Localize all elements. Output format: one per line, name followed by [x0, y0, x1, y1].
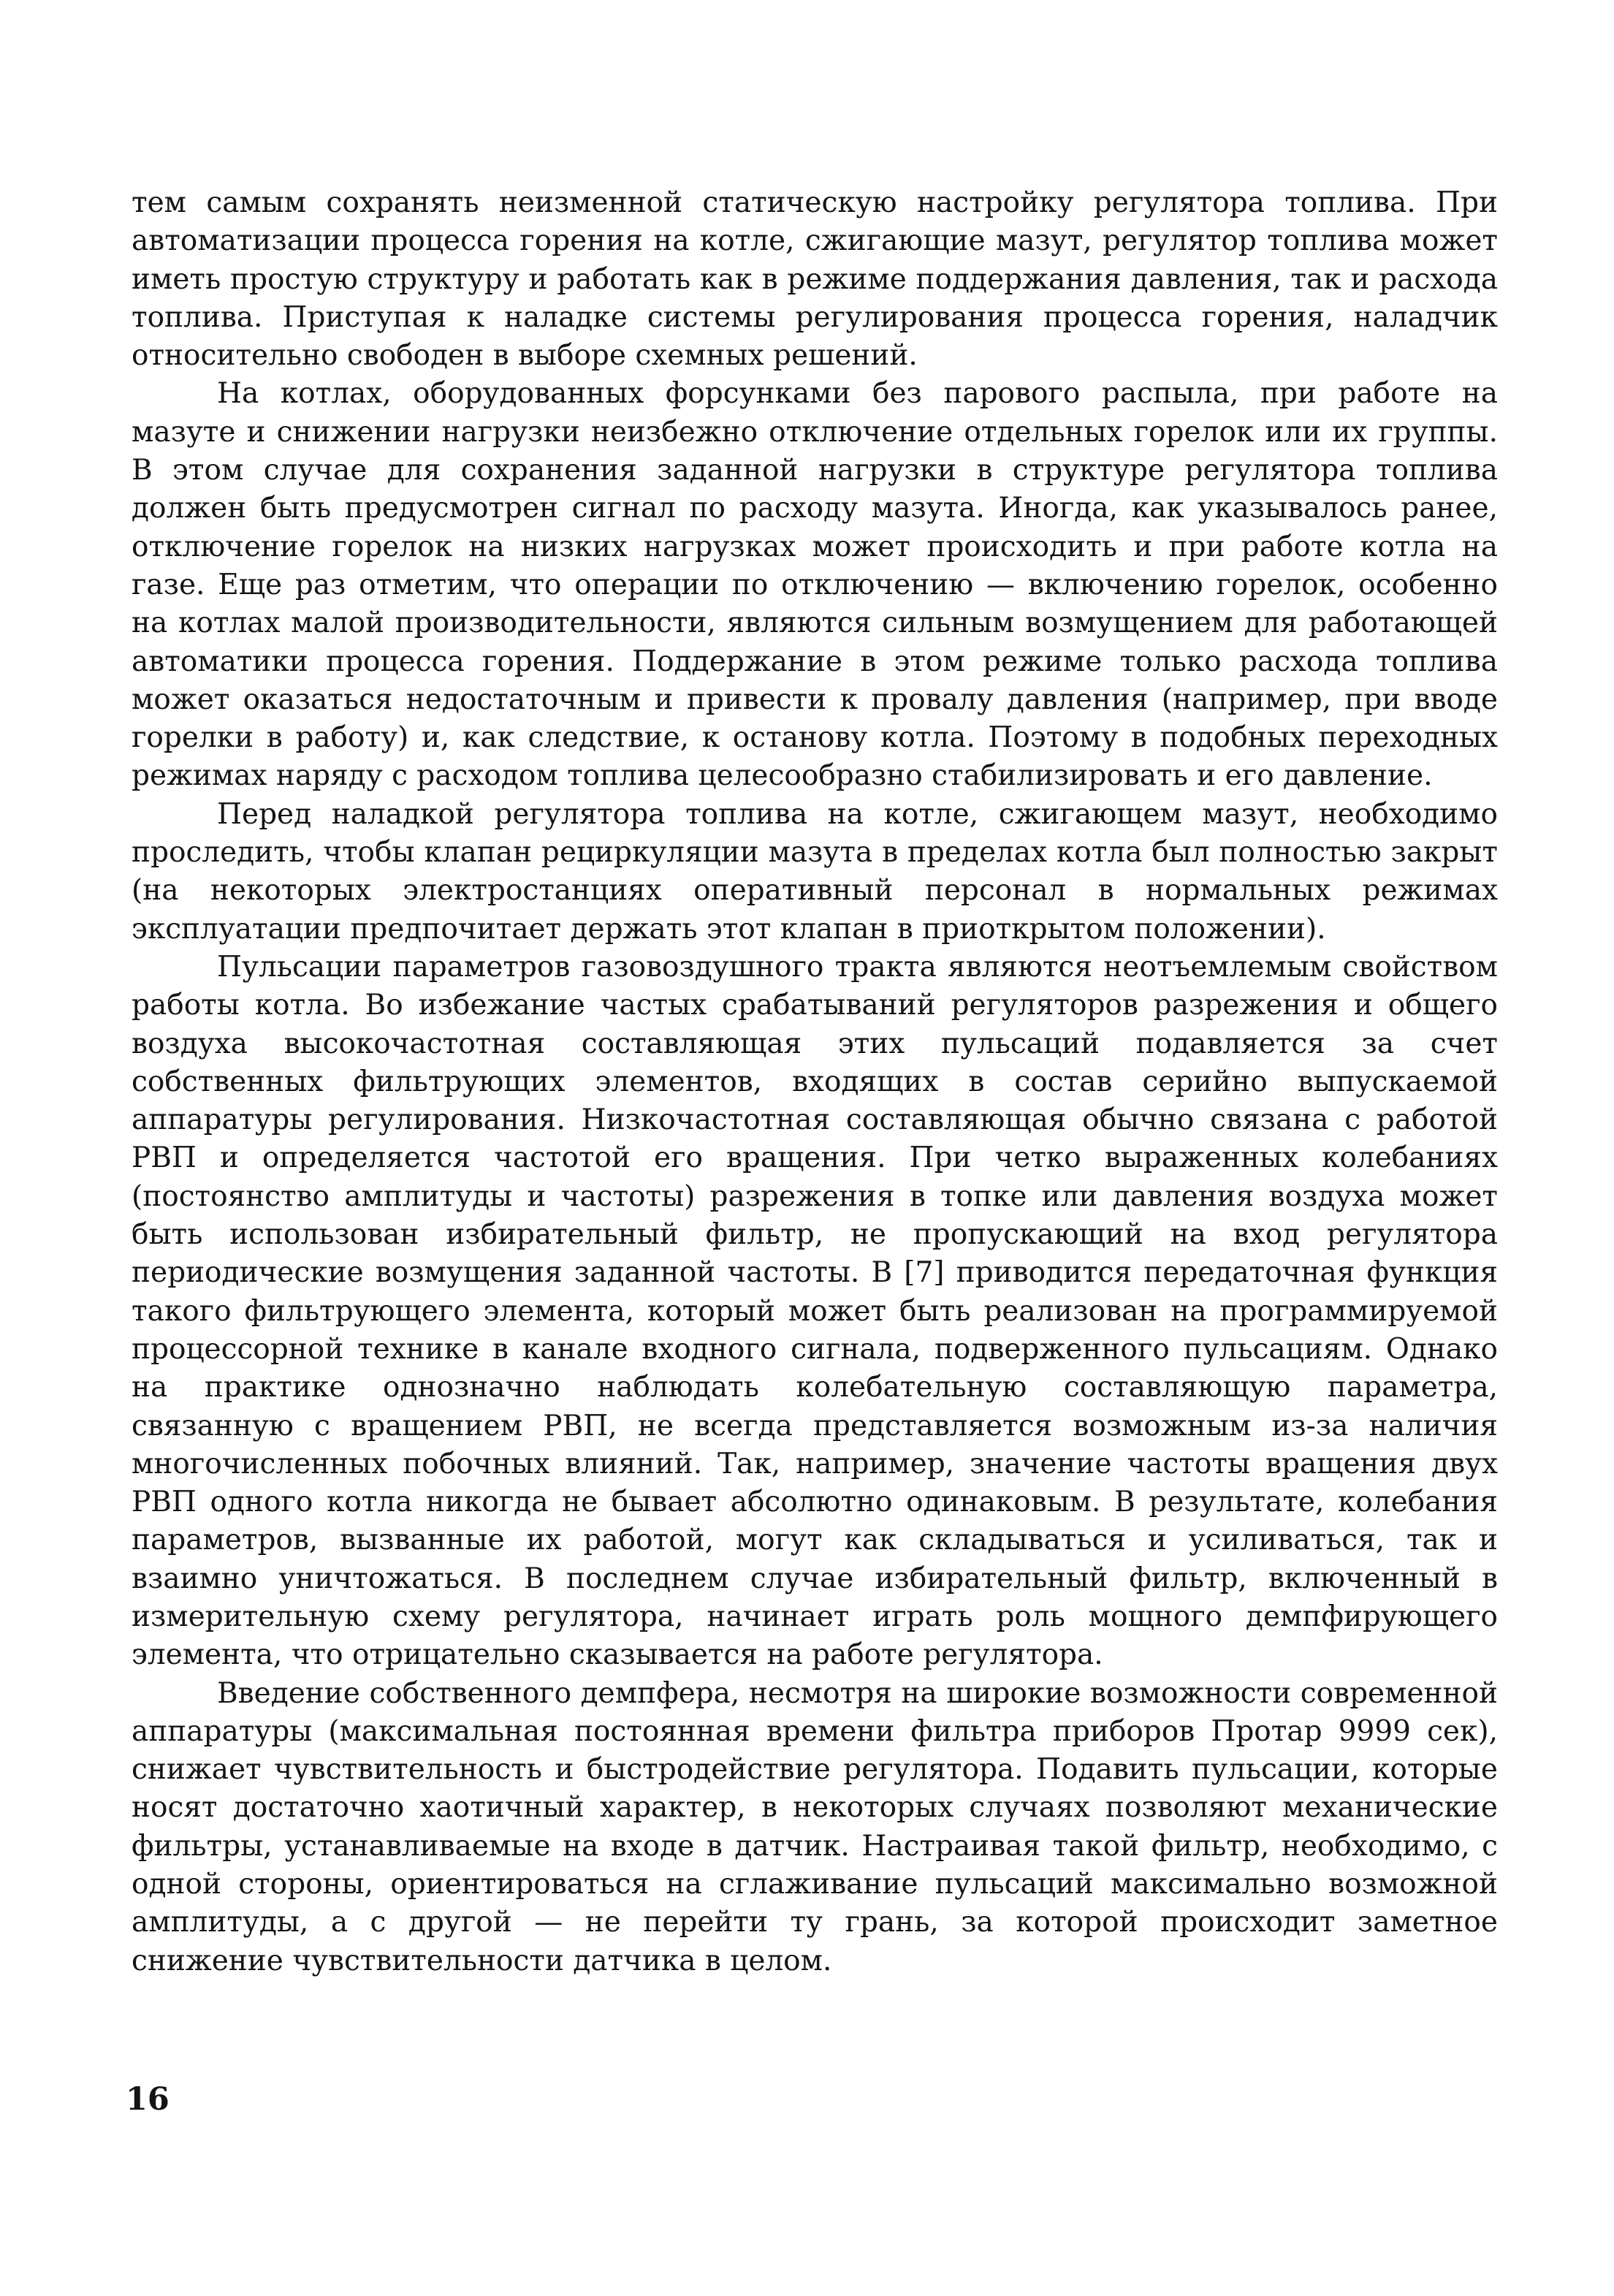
- body-text: [132, 184, 1498, 1980]
- paragraph-2: На котлах, оборудованных форсунками без парового распыла, при работе на мазуте и снижении нагрузки неизбежно отключение отдельных горелок или их группы. В этом случае для сохранения заданной нагрузки в структуре регулятора топлива должен быть предусмотрен сигнал по расходу мазута. Иногда, как указывалось ранее, отключение горелок на низких нагрузках может происходить и при работе котла на газе. Еще раз отметим, что операции по отключению — включению горелок, особенно на котлах малой производительности, являются сильным возмущением для работающей автоматики процесса горения. Поддержание в этом режиме только расхода топлива может оказаться недостаточным и привести к провалу давления (например, при вводе горелки в работу) и, как следствие, к останову котла. Поэтому в подобных переходных режимах наряду с расходом топлива целесообразно стабилизировать и его давление.: [132, 377, 1498, 793]
- page-number: 16: [126, 2081, 170, 2118]
- paragraph-5: Введение собственного демпфера, несмотря на широкие возможности современной аппаратуры (максимальная постоянная времени фильтра приборов Протар 9999 сек), снижает чувствительность и быстродействие регулятора. Подавить пульсации, которые носят достаточно хаотичный характер, в некоторых случаях позволяют механические фильтры, устанавливаемые на входе в датчик. Настраивая такой фильтр, необходимо, с одной стороны, ориентироваться на сглаживание пульсаций максимально возможной амплитуды, а с другой — не перейти ту грань, за которой происходит заметное снижение чувствительности датчика в целом.: [132, 1676, 1498, 1977]
- paragraph-3: Перед наладкой регулятора топлива на котле, сжигающем мазут, необходимо проследить, чтобы клапан рециркуляции мазута в пределах котла был полностью закрыт (на некоторых электростанциях оперативный персонал в нормальных режимах эксплуатации предпочитает держать этот клапан в приоткрытом положении).: [132, 797, 1498, 946]
- paragraph-4: Пульсации параметров газовоздушного тракта являются неотъемлемым свойством работы котла. Во избежание частых срабатываний регуляторов разрежения и общего воздуха высокочастотная составляющая этих пульсаций подавляется за счет собственных фильтрующих элементов, входящих в состав серийно выпускаемой аппаратуры регулирования. Низкочастотная составляющая обычно связана с работой РВП и определяется частотой его вращения. При четко выраженных колебаниях (постоянство амплитуды и частоты) разрежения в топке или давления воздуха может быть использован избирательный фильтр, не пропускающий на вход регулятора периодические возмущения заданной частоты. В [7] приводится передаточная функция такого фильтрующего элемента, который может быть реализован на программируемой процессорной технике в канале входного сигнала, подверженного пульсациям. Однако на практике однозначно наблюдать колебательную составляющую параметра, связанную с вращением РВП, не всегда представляется возможным из-за наличия многочисленных побочных влияний. Так, например, значение частоты вращения двух РВП одного котла никогда не бывает абсолютно одинаковым. В результате, колебания параметров, вызванные их работой, могут как складываться и усиливаться, так и взаимно уничтожаться. В последнем случае избирательный фильтр, включенный в измерительную схему регулятора, начинает играть роль мощного демпфирующего элемента, что отрицательно сказывается на работе регулятора.: [132, 950, 1498, 1672]
- paragraph-1: тем самым сохранять неизменной статическую настройку регулятора топлива. При автоматизации процесса горения на котле, сжигающие мазут, регулятор топлива может иметь простую структуру и работать как в режиме поддержания давления, так и расхода топлива. Приступая к наладке системы регулирования процесса горения, наладчик относительно свободен в выборе схемных решений.: [132, 186, 1498, 373]
